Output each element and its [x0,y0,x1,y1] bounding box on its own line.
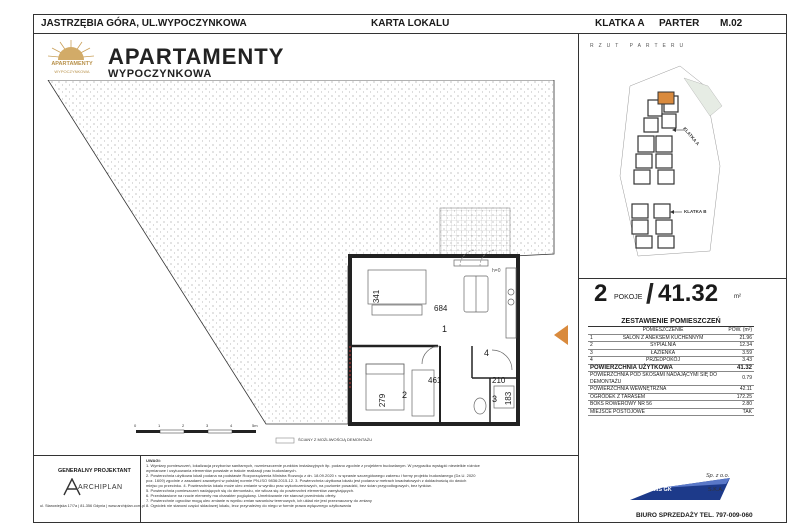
designer-name: ARCHIPLAN [78,484,123,491]
badge-logo [40,36,102,84]
developer-suffix-1: Sp. z o.o. [706,473,730,479]
dim-210: 210 [492,376,506,385]
usable-area-label: POWIERZCHNIA UŻYTKOWA [588,364,724,372]
extra-name: MIEJSCE POSTOJOWE [588,408,724,416]
keyplan-title: RZUT PARTERU [590,43,689,49]
note-line: 6. Przedstawione na rzucie elementy ma charakter poglądowy. Umeblowanie nie stanowi przedmiotu oferty. [146,493,337,498]
developer-name: V ELMIS GK [640,487,672,493]
key-plan [610,56,740,266]
extra-value: TAK [724,408,754,416]
bottom-band-divider [33,455,578,456]
usable-area-value: 41.32 [724,364,754,372]
bottom-band-col-divider [140,455,141,523]
header-location: JASTRZĘBIA GÓRA, UL.WYPOCZYNKOWA [41,18,247,29]
designer-label: GENERALNY PROJEKTANT [58,468,131,474]
rooms-table-block [588,318,754,416]
rooms-count: 2 [594,280,608,307]
scale-3: 3 [206,423,209,428]
table-row [588,401,754,409]
header-stair: KLATKA A [595,18,645,29]
header-card: KARTA LOKALU [371,18,450,29]
rooms-word: POKOJE [614,294,643,301]
designer-address: ul. Starowiejska 17/7a | 81-356 Gdynia | www.archiplan.com.pl [40,504,145,508]
developer-suffix-2: S.K.A. [708,487,724,493]
note-line: 8. Ogródek nie stanowi części składowej lokalu, lecz przynależny do niego w formie prawa wyłącznego użytkowania [146,503,351,508]
extra-name: BOKS ROWEROWY NR 56 [588,401,724,409]
row-name: PRZEDPOKÓJ [602,357,724,365]
note-line: wymiarowe i usytuowania elementów powstałe w trakcie realizacji prac budowlanych. [146,468,297,473]
extra-value: 42.11 [724,386,754,394]
table-row [588,393,754,401]
extra-name: POWIERZCHNIA POD SKOSAMI NADAJĄCYMI SIĘ DO DEMONTAŻU [588,372,724,386]
row-no: 3 [588,349,602,357]
legend-removable-walls: ŚCIANY Z MOŻLIWOŚCIĄ DEMONTAŻU [298,437,373,442]
table-row [588,334,754,342]
extra-value: 2.80 [724,401,754,409]
row-area: 3.43 [724,357,754,365]
scale-4: 4 [230,423,233,428]
extra-value: 0.79 [724,372,754,386]
scale-0: 0 [134,423,137,428]
dim-684: 684 [434,304,448,313]
area-value: 41.32 [658,280,719,307]
room-4-label: 4 [484,348,490,358]
table-row [588,342,754,350]
rooms-table [588,327,754,416]
note-line: poz. 1609) zgodnie z zasadami zawartymi w polskiej normie PN-ISO 9836:2015-12. 3. Powierzchnia użytkowa lokalu jest podana w metrach kwadratowych z dokładnością do dwóch [146,478,467,483]
dim-461: 461 [428,376,442,385]
note-line: 5. Powierzchnia pomieszczeń nadających się do demontażu, nie wlicza się do powierzchni elementów zamykających. [146,488,355,493]
table-row [588,408,754,416]
scale-1: 1 [158,423,161,428]
row-area: 21.96 [724,334,754,342]
rooms-table-title: ZESTAWIENIE POMIESZCZEŃ [588,318,754,327]
sales-office: BIURO SPRZEDAŻY TEL. 797-009-060 [636,512,753,519]
row-no: 4 [588,357,602,365]
logo-subtitle: WYPOCZYNKOWA [108,68,212,80]
row-name: SYPIALNIA [602,342,724,350]
row-no: 2 [588,342,602,350]
keyplan-stair-b: KLATKA B [684,209,707,214]
logo-title: APARTAMENTY [108,44,285,69]
extra-name: POWIERZCHNIA WEWNĘTRZNA [588,386,724,394]
notes-title: UWAGI: [146,458,161,463]
dim-183: 183 [504,391,514,406]
col-area: POW. (m²) [724,327,754,334]
developer-logo [630,473,740,508]
dim-341: 341 [372,289,382,304]
area-slash: / [646,278,654,309]
scale-2: 2 [182,423,185,428]
scale-5: 5m [252,423,258,428]
right-divider-1 [578,278,787,279]
badge-bottom-text: WYPOCZYNKOWA [54,69,90,74]
area-unit: m² [734,294,741,300]
header-floor: PARTER [659,18,700,29]
room-1-label: 1 [442,324,448,334]
table-row [588,357,754,365]
floor-plan [36,80,576,452]
note-line: 1. Wymiary pomieszczeń, lokalizacja przyborów sanitarnych, rozmieszczenie punktów instalacyjnych itp. podano zgodnie z projektem budowlanym. W przypadku wystąpić niewielkie różnice [146,463,480,468]
keyplan-stair-a: KLATKA A [682,126,701,147]
badge-top-text: APARTAMENTY [51,61,93,67]
room-2-label: 2 [402,390,408,400]
note-line: miejsc po przecinku. 4. Powierzchnia lokalu może ulec zmianie w wyniku prac wykończeniowych, na poziomie posadzki, bez ścian przypodłogowych, bez tynków. [146,483,432,488]
note-line: 7. Powierzchnie ogrodów mogą ulec zmianie w wyniku zmian warunków terenowych, ich układ nie jest przeznaczony do zmiany [146,498,372,503]
header-unit: M.02 [720,18,743,29]
table-row [588,349,754,357]
table-row [588,386,754,394]
table-row [588,372,754,386]
dim-279: 279 [378,393,388,408]
row-no: 1 [588,334,602,342]
row-area: 3.59 [724,349,754,357]
row-name: SALON Z ANEKSEM KUCHENNYM [602,334,724,342]
extra-value: 172.25 [724,393,754,401]
row-name: ŁAZIENKA [602,349,724,357]
col-room: POMIESZCZENIE [602,327,724,334]
header-bar [33,14,787,34]
note-line: 2. Powierzchnia użytkowa lokali podana na podstawie Rozporządzenia Ministra Rozwoju z dn. 18.09.2020 r. w sprawie szczegółowego zakresu i formy projektu budowlanego (Dz.U. 2020 [146,473,476,478]
room-3-label: 3 [492,394,498,404]
row-area: 12.34 [724,342,754,350]
usable-area-row [588,364,754,372]
extra-name: OGRÓDEK Z TARASEM [588,393,724,401]
notes-block [146,458,574,508]
level-mark: h=0 [492,268,501,274]
